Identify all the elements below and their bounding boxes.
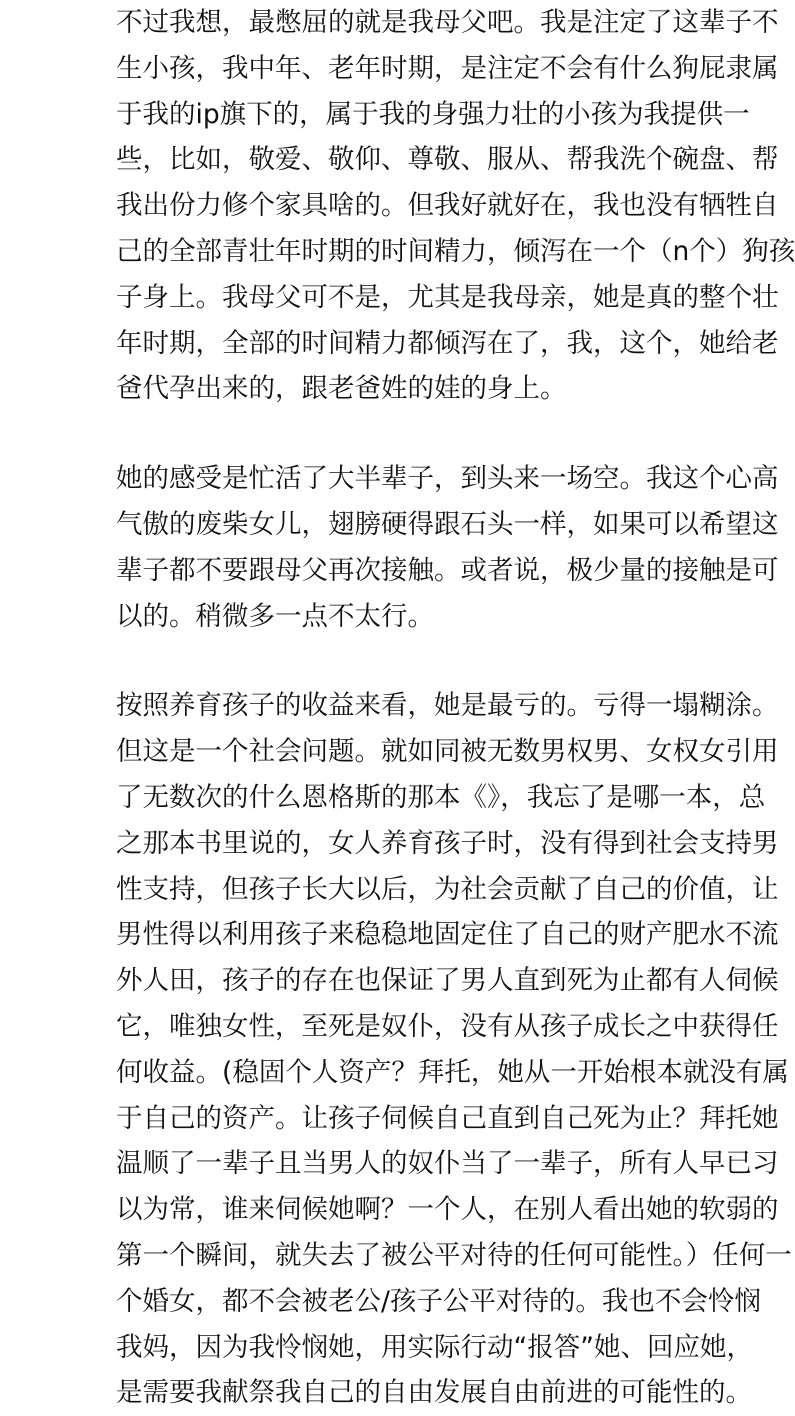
- text-line: 男性得以利用孩子来稳稳地固定住了自己的财产肥水不流: [116, 919, 779, 951]
- text-line: 个婚女，都不会被老公/孩子公平对待的。我也不会怜悯: [116, 1285, 761, 1317]
- text-line: 何收益。(稳固个人资产？拜托，她从一开始根本就没有属: [116, 1056, 789, 1088]
- text-line: 我出份力修个家具啥的。但我好就好在，我也没有牺牲自: [116, 190, 779, 222]
- text-line: 气傲的废柴女儿，翅膀硬得跟石头一样，如果可以希望这: [116, 508, 779, 540]
- paragraph-2: [116, 456, 779, 639]
- text-line: 不过我想，最憋屈的就是我母父吧。我是注定了这辈子不: [116, 7, 779, 38]
- text-line: 她的感受是忙活了大半辈子，到头来一场空。我这个心高: [116, 463, 779, 495]
- text-line: 按照养育孩子的收益来看，她是最亏的。亏得一塌糊涂。: [116, 690, 779, 722]
- text-line: 以为常，谁来伺候她啊？一个人，在别人看出她的软弱的: [116, 1194, 779, 1226]
- text-line: 我妈，因为我怜悯她，用实际行动“报答”她、回应她，: [116, 1331, 753, 1363]
- paragraph-spacer: [116, 639, 727, 683]
- text-line: 了无数次的什么恩格斯的那本《》，我忘了是哪一本，总: [116, 781, 766, 813]
- text-line: 爸代孕出来的，跟老爸姓的娃的身上。: [116, 373, 567, 405]
- text-line: 之那本书里说的，女人养育孩子时，没有得到社会支持男: [116, 827, 779, 859]
- article-body: [116, 0, 795, 1416]
- text-line: 以的。稍微多一点不太行。: [116, 600, 434, 632]
- paragraph-1: [116, 0, 795, 412]
- text-line: 些，比如，敬爱、敬仰、尊敬、服从、帮我洗个碗盘、帮: [116, 144, 779, 176]
- text-line: 外人田，孩子的存在也保证了男人直到死为止都有人伺候: [116, 965, 779, 997]
- paragraph-3: [116, 683, 792, 1416]
- text-line: 第一个瞬间，就失去了被公平对待的任何可能性。）任何一: [116, 1239, 792, 1271]
- text-line: 它，唯独女性，至死是奴仆，没有从孩子成长之中获得任: [116, 1010, 779, 1042]
- text-line: 于自己的资产。让孩子伺候自己直到自己死为止？拜托她: [116, 1102, 779, 1134]
- text-line: 于我的ip旗下的，属于我的身强力壮的小孩为我提供一: [116, 98, 750, 130]
- text-line: 辈子都不要跟母父再次接触。或者说，极少量的接触是可: [116, 554, 779, 586]
- text-line: 性支持，但孩子长大以后，为社会贡献了自己的价值，让: [116, 873, 779, 905]
- text-line: 子身上。我母父可不是，尤其是我母亲，她是真的整个壮: [116, 281, 779, 313]
- text-line: 年时期，全部的时间精力都倾泻在了，我，这个，她给老: [116, 327, 779, 359]
- text-line: 己的全部青壮年时期的时间精力，倾泻在一个（n个）狗孩: [116, 235, 795, 267]
- paragraph-spacer: [116, 412, 727, 456]
- text-line: 生小孩，我中年、老年时期，是注定不会有什么狗屁隶属: [116, 52, 779, 84]
- text-line: 是需要我献祭我自己的自由发展自由前进的可能性的。: [116, 1377, 752, 1409]
- text-line: 温顺了一辈子且当男人的奴仆当了一辈子，所有人早已习: [116, 1148, 779, 1180]
- text-line: 但这是一个社会问题。就如同被无数男权男、女权女引用: [116, 736, 779, 768]
